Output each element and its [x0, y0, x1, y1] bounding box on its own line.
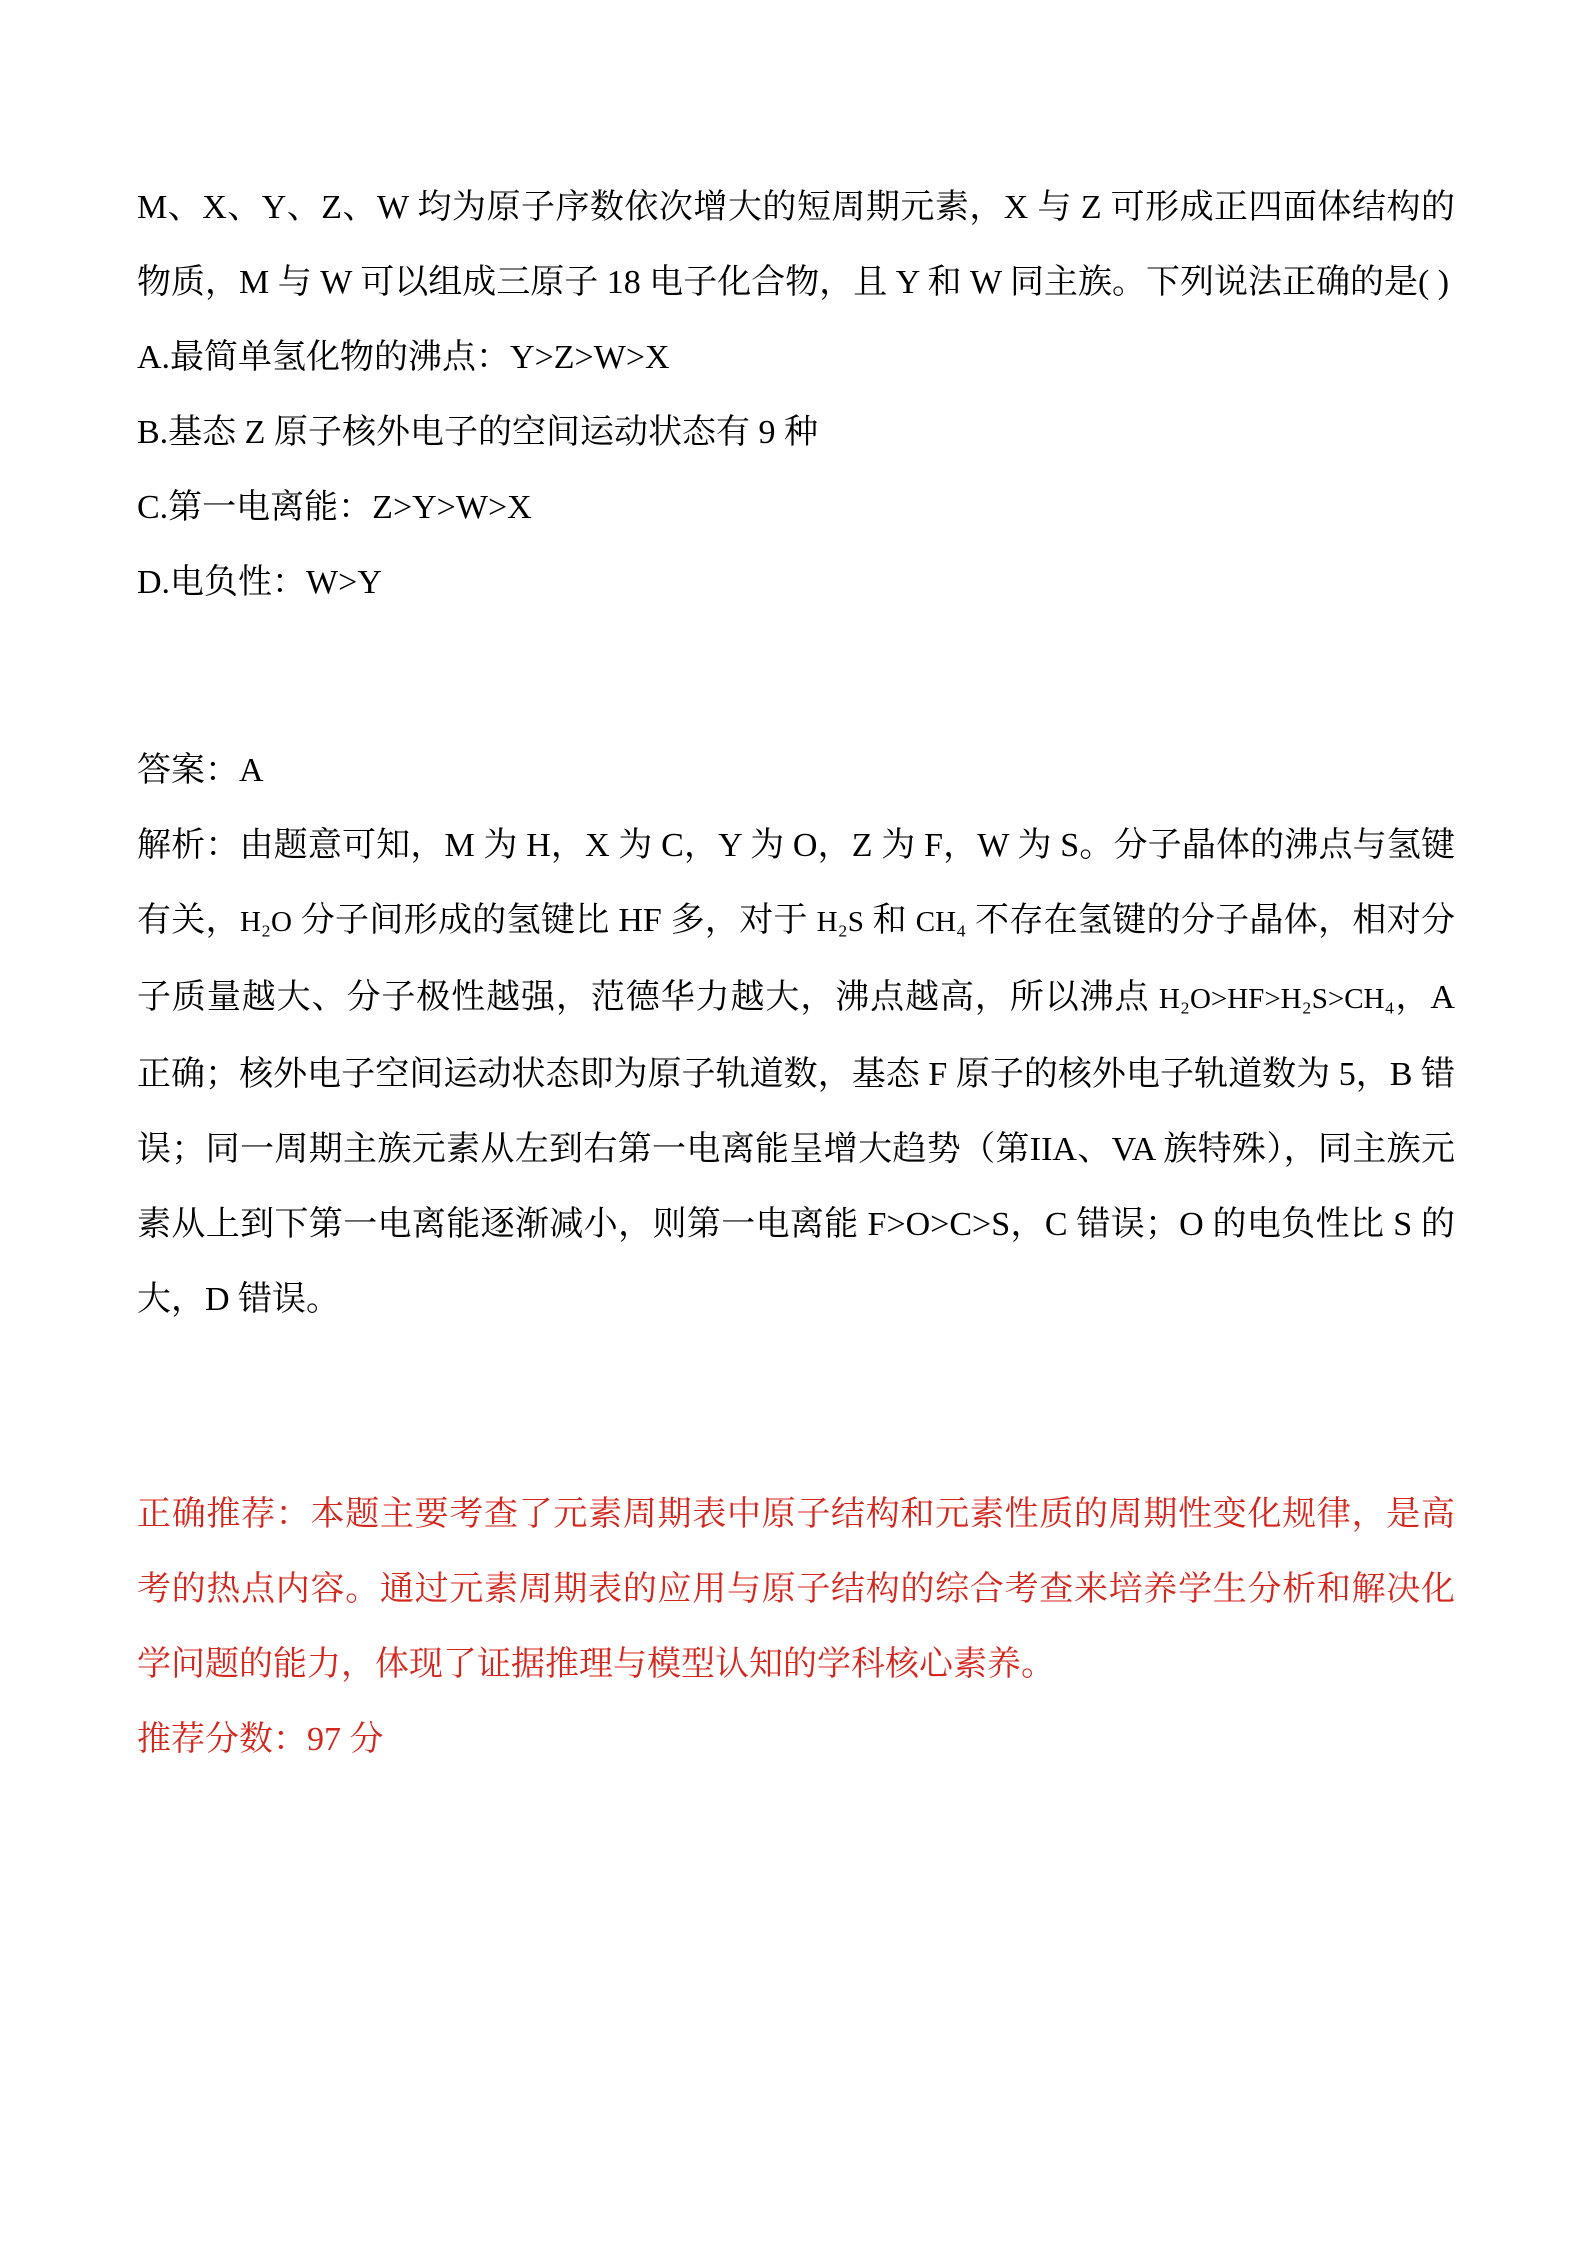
chemical-formula: H₂O>HF>H₂S>CH₄ — [1158, 983, 1395, 1015]
answer-line: 答案：A — [137, 752, 264, 789]
chemical-formula: H₂S — [816, 906, 864, 938]
text-run: 不存在氢键的分子晶体，相对分子质量越大、分子极性越强，范德华力越大，沸点越高，所以沸点 — [137, 902, 1456, 1016]
option-b: B.基态 Z 原子核外电子的空间运动状态有 9 种 — [137, 414, 818, 451]
option-a: A.最简单氢化物的沸点：Y>Z>W>X — [137, 339, 670, 376]
text-run: 和 — [863, 902, 916, 939]
text-run: ，A 正确；核外电子空间运动状态即为原子轨道数，基态 F 原子的核外电子轨道数为 5，B 错误；同一周期主族元素从左到右第一电离能呈增大趋势（第IIA、VA 族特殊），同主族元素从上到下第一电离能逐渐减小，则第一电离能 F>O>C>S，C 错误；O 的电负性比 S 的大，D 错误。 — [137, 979, 1455, 1318]
text-run: 解析：由题意可知，M 为 H，X 为 C，Y 为 O，Z 为 F，W 为 S。分子晶体的沸点与氢键有关， — [137, 827, 1455, 939]
question-stem: M、X、Y、Z、W 均为原子序数依次增大的短周期元素，X 与 Z 可形成正四面体结构的物质，M 与 W 可以组成三原子 18 电子化合物，且 Y 和 W 同主族。下列说法正确的是( ) — [137, 189, 1455, 301]
option-c: C.第一电离能：Z>Y>W>X — [137, 489, 532, 526]
text-run: 分子间形成的氢键比 HF 多，对于 — [291, 902, 817, 939]
recommendation-score-line: 推荐分数：97 分 — [137, 1721, 384, 1758]
recommendation-paragraph: 正确推荐：本题主要考查了元素周期表中原子结构和元素性质的周期性变化规律，是高考的热点内容。通过元素周期表的应用与原子结构的综合考查来培养学生分析和解决化学问题的能力，体现了证据推理与模型认知的学科核心素养。 — [137, 1496, 1455, 1683]
analysis-paragraph — [137, 808, 1455, 1337]
chemical-formula: CH₄ — [915, 906, 967, 938]
option-d: D.电负性：W>Y — [137, 564, 382, 601]
chemical-formula: H₂O — [239, 906, 292, 938]
